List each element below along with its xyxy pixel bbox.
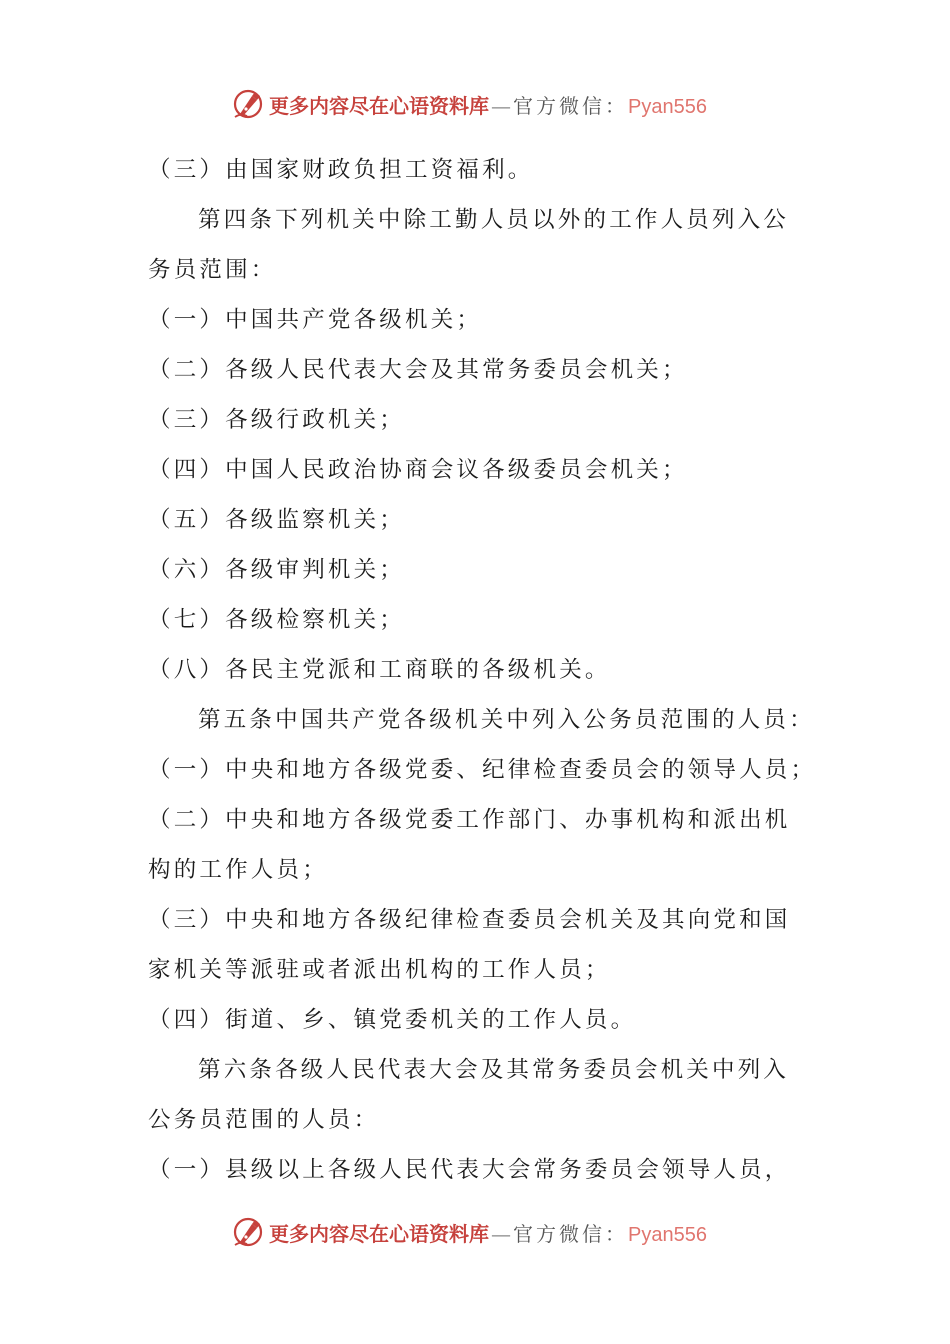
- pen-nib-logo-icon: [231, 87, 265, 121]
- text-line: （二）各级人民代表大会及其常务委员会机关；: [148, 357, 688, 383]
- text-line: （三）由国家财政负担工资福利。: [148, 157, 534, 183]
- banner-wechat-id: Pyan556: [628, 1223, 707, 1246]
- text-line: 第六条各级人民代表大会及其常务委员会机关中列入: [198, 1057, 790, 1083]
- text-line: 公务员范围的人员：: [148, 1107, 380, 1133]
- text-line: （二）中央和地方各级党委工作部门、办事机构和派出机: [148, 807, 791, 833]
- text-line: 家机关等派驻或者派出机构的工作人员；: [148, 957, 611, 983]
- text-line: （五）各级监察机关；: [148, 507, 406, 533]
- header-banner: [0, 84, 950, 124]
- text-line: （一）中国共产党各级机关；: [148, 307, 483, 333]
- text-line: 第五条中国共产党各级机关中列入公务员范围的人员：: [198, 707, 815, 733]
- text-line: 务员范围：: [148, 257, 277, 283]
- banner-main-text: 更多内容尽在心语资料库: [269, 1221, 490, 1246]
- footer-banner: [0, 1212, 950, 1252]
- text-line: （一）县级以上各级人民代表大会常务委员会领导人员，: [148, 1157, 791, 1183]
- text-line: （三）各级行政机关；: [148, 407, 406, 433]
- text-line: 构的工作人员；: [148, 857, 328, 883]
- banner-main-text: 更多内容尽在心语资料库: [269, 93, 490, 118]
- banner-wechat-id: Pyan556: [628, 95, 707, 118]
- banner-dash: —: [491, 1221, 512, 1246]
- text-line: （四）街道、乡、镇党委机关的工作人员。: [148, 1007, 637, 1033]
- text-line: （六）各级审判机关；: [148, 557, 406, 583]
- pen-nib-logo-icon: [231, 1215, 265, 1249]
- document-body: [148, 145, 817, 1195]
- text-line: 第四条下列机关中除工勤人员以外的工作人员列入公: [198, 207, 790, 233]
- text-line: （八）各民主党派和工商联的各级机关。: [148, 657, 611, 683]
- banner-wechat-label: 官方微信：: [513, 93, 629, 118]
- banner-dash: —: [491, 93, 512, 118]
- text-line: （一）中央和地方各级党委、纪律检查委员会的领导人员；: [148, 757, 817, 783]
- banner-wechat-label: 官方微信：: [513, 1221, 629, 1246]
- text-line: （七）各级检察机关；: [148, 607, 406, 633]
- text-line: （三）中央和地方各级纪律检查委员会机关及其向党和国: [148, 907, 791, 933]
- text-line: （四）中国人民政治协商会议各级委员会机关；: [148, 457, 688, 483]
